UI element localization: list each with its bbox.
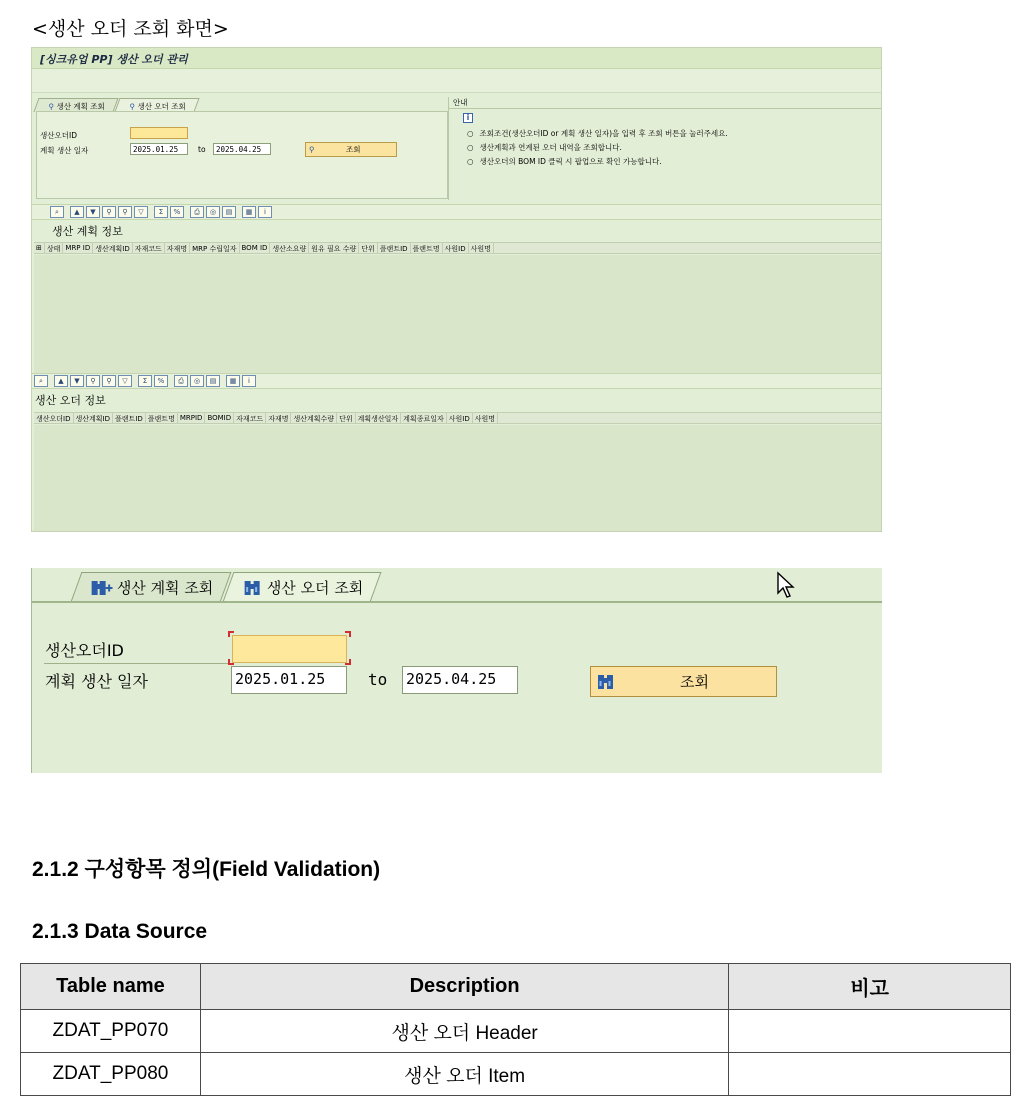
info-line: ○ 생산계획과 연계된 오더 내역을 조회합니다.	[467, 142, 622, 153]
sap-tabstrip	[76, 572, 379, 602]
column-header[interactable]: 생산계획ID	[74, 413, 114, 423]
table-cell: ZDAT_PP080	[21, 1053, 201, 1096]
info-title: 안내	[449, 97, 882, 109]
required-mark	[345, 631, 351, 637]
column-header[interactable]: 자재코드	[133, 243, 165, 253]
grid-header	[34, 242, 881, 254]
table-cell: 생산 오더 Header	[200, 1010, 728, 1053]
date-to-input[interactable]: 2025.04.25	[213, 143, 271, 155]
required-mark	[228, 659, 234, 665]
tab-label: 생산 오더 조회	[136, 101, 186, 111]
tab-divider	[32, 601, 882, 603]
column-header[interactable]: MRPID	[178, 413, 206, 423]
info-line: ○ 생산오더의 BOM ID 클릭 시 팝업으로 확인 가능합니다.	[467, 156, 662, 167]
column-header[interactable]: 플랜트명	[411, 243, 443, 253]
column-header[interactable]: 상태	[45, 243, 64, 253]
alv-toolbar	[32, 204, 882, 220]
required-mark	[228, 631, 234, 637]
table-cell: ZDAT_PP070	[21, 1010, 201, 1053]
binoculars-plus-icon: ⚲	[48, 101, 55, 111]
binoculars-plus-icon	[91, 578, 113, 598]
column-header[interactable]: 단위	[337, 413, 356, 423]
data-source-table	[20, 963, 1011, 1096]
column-header[interactable]: 플랜트ID	[378, 243, 411, 253]
details-icon[interactable]: ⌕	[34, 375, 48, 387]
sap-screen-small	[31, 47, 882, 532]
binoculars-icon: ⚲	[309, 145, 315, 154]
order-id-input[interactable]	[130, 127, 188, 139]
sap-tabstrip	[36, 98, 198, 112]
column-header[interactable]: 원유 필요 수량	[309, 243, 359, 253]
section-data-source: 2.1.3 Data Source	[32, 920, 208, 943]
info-line: ○ 조회조건(생산오더ID or 계획 생산 일자)을 입력 후 조회 버튼을 눌러주세요.	[467, 128, 728, 139]
subtotal-icon[interactable]: %	[170, 206, 184, 218]
column-header[interactable]: 자재코드	[234, 413, 266, 423]
table-row	[21, 1010, 1011, 1053]
column-header[interactable]: 계획생산일자	[356, 413, 402, 423]
section-field-validation: 2.1.2 구성항목 정의(Field Validation)	[32, 858, 381, 881]
order-id-label: 생산오더ID	[40, 131, 77, 140]
select-all-icon[interactable]: ⊞	[34, 243, 45, 253]
sort-asc-icon[interactable]: ▲	[54, 375, 68, 387]
column-header[interactable]: 사원명	[469, 243, 494, 253]
date-from-input[interactable]: 2025.01.25	[231, 666, 347, 694]
details-icon[interactable]: ⌕	[50, 206, 64, 218]
binoculars-icon: ⚲	[129, 101, 135, 111]
table-cell: 생산 오더 Item	[200, 1053, 728, 1096]
print-icon[interactable]: ⎙	[174, 375, 188, 387]
info-icon[interactable]: i	[258, 206, 272, 218]
layout-icon[interactable]: ▦	[226, 375, 240, 387]
column-header: Description	[200, 964, 728, 1010]
search-button[interactable]: ⚲ 조회	[305, 142, 397, 157]
table-cell	[729, 1053, 1011, 1096]
sort-desc-icon[interactable]: ▼	[86, 206, 100, 218]
order-id-label: 생산오더ID	[45, 641, 124, 660]
tab-production-order[interactable]	[114, 98, 199, 112]
info-icon: i	[463, 113, 473, 123]
binoculars-icon	[243, 578, 263, 598]
sap-screen-zoomed	[31, 568, 882, 773]
date-to-input[interactable]: 2025.04.25	[402, 666, 518, 694]
find-next-icon[interactable]: ⚲	[118, 206, 132, 218]
column-header[interactable]: 단위	[359, 243, 378, 253]
column-header[interactable]: 자재명	[165, 243, 190, 253]
view-icon[interactable]: ◎	[190, 375, 204, 387]
find-icon[interactable]: ⚲	[86, 375, 100, 387]
view-icon[interactable]: ◎	[206, 206, 220, 218]
tab-production-order[interactable]	[223, 572, 382, 602]
filter-icon[interactable]: ▽	[118, 375, 132, 387]
export-icon[interactable]: ▤	[206, 375, 220, 387]
column-header[interactable]: 생산계획수량	[291, 413, 337, 423]
column-header: Table name	[21, 964, 201, 1010]
tab-label: 생산 계획 조회	[56, 101, 105, 111]
table-row	[21, 1053, 1011, 1096]
info-panel	[448, 97, 882, 200]
column-header[interactable]: 생산오더ID	[34, 413, 74, 423]
sap-title: [싱크유업 PP] 생산 오더 관리	[32, 48, 881, 69]
grid-header	[34, 412, 881, 424]
grid-title: 생산 오더 정보	[35, 394, 106, 407]
tab-label: 생산 오더 조회	[267, 579, 364, 597]
document-heading: <생산 오더 조회 화면>	[32, 18, 229, 40]
selection-area	[36, 111, 448, 199]
tab-production-plan[interactable]	[33, 98, 118, 112]
subtotal-icon[interactable]: %	[154, 375, 168, 387]
find-icon[interactable]: ⚲	[102, 206, 116, 218]
grid-title: 생산 계획 정보	[52, 225, 123, 238]
print-icon[interactable]: ⎙	[190, 206, 204, 218]
column-header[interactable]: MRP ID	[63, 243, 93, 253]
column-header[interactable]: 플랜트명	[146, 413, 178, 423]
column-header[interactable]: 플랜트ID	[113, 413, 146, 423]
search-button[interactable]	[590, 666, 777, 697]
column-header[interactable]: 생산소요량	[270, 243, 309, 253]
plan-date-label: 계획 생산 일자	[45, 672, 148, 691]
column-header[interactable]: 사원명	[473, 413, 498, 423]
filter-icon[interactable]: ▽	[134, 206, 148, 218]
column-header: 비고	[729, 964, 1011, 1010]
to-label: to	[198, 145, 206, 154]
tab-production-plan[interactable]	[71, 572, 232, 602]
export-icon[interactable]: ▤	[222, 206, 236, 218]
sum-icon[interactable]: Σ	[154, 206, 168, 218]
layout-icon[interactable]: ▦	[242, 206, 256, 218]
plan-date-label: 계획 생산 일자	[40, 146, 89, 155]
order-id-input[interactable]	[232, 635, 347, 663]
column-header[interactable]: 사원ID	[443, 243, 469, 253]
info-icon[interactable]: i	[242, 375, 256, 387]
mouse-cursor-icon	[776, 571, 796, 599]
binoculars-icon	[596, 672, 616, 692]
table-cell	[729, 1010, 1011, 1053]
search-button-label: 조회	[680, 673, 709, 691]
column-header[interactable]: 자재명	[266, 413, 291, 423]
column-header[interactable]: BOMID	[205, 413, 234, 423]
column-header[interactable]: 사원ID	[447, 413, 473, 423]
grid-body	[34, 425, 881, 532]
grid-body	[34, 255, 881, 373]
date-from-input[interactable]: 2025.01.25	[130, 143, 188, 155]
sum-icon[interactable]: Σ	[138, 375, 152, 387]
tab-label: 생산 계획 조회	[116, 579, 214, 597]
sort-desc-icon[interactable]: ▼	[70, 375, 84, 387]
column-header[interactable]: 생산계획ID	[93, 243, 133, 253]
find-next-icon[interactable]: ⚲	[102, 375, 116, 387]
column-header[interactable]: 계획종료일자	[401, 413, 447, 423]
required-mark	[345, 659, 351, 665]
column-header[interactable]: BOM ID	[240, 243, 271, 253]
sort-asc-icon[interactable]: ▲	[70, 206, 84, 218]
table-header-row	[21, 964, 1011, 1010]
label-underline	[44, 663, 229, 664]
sap-application-toolbar	[32, 69, 881, 93]
to-label: to	[368, 670, 388, 689]
alv-toolbar	[32, 373, 882, 389]
column-header[interactable]: MRP 수립일자	[190, 243, 239, 253]
